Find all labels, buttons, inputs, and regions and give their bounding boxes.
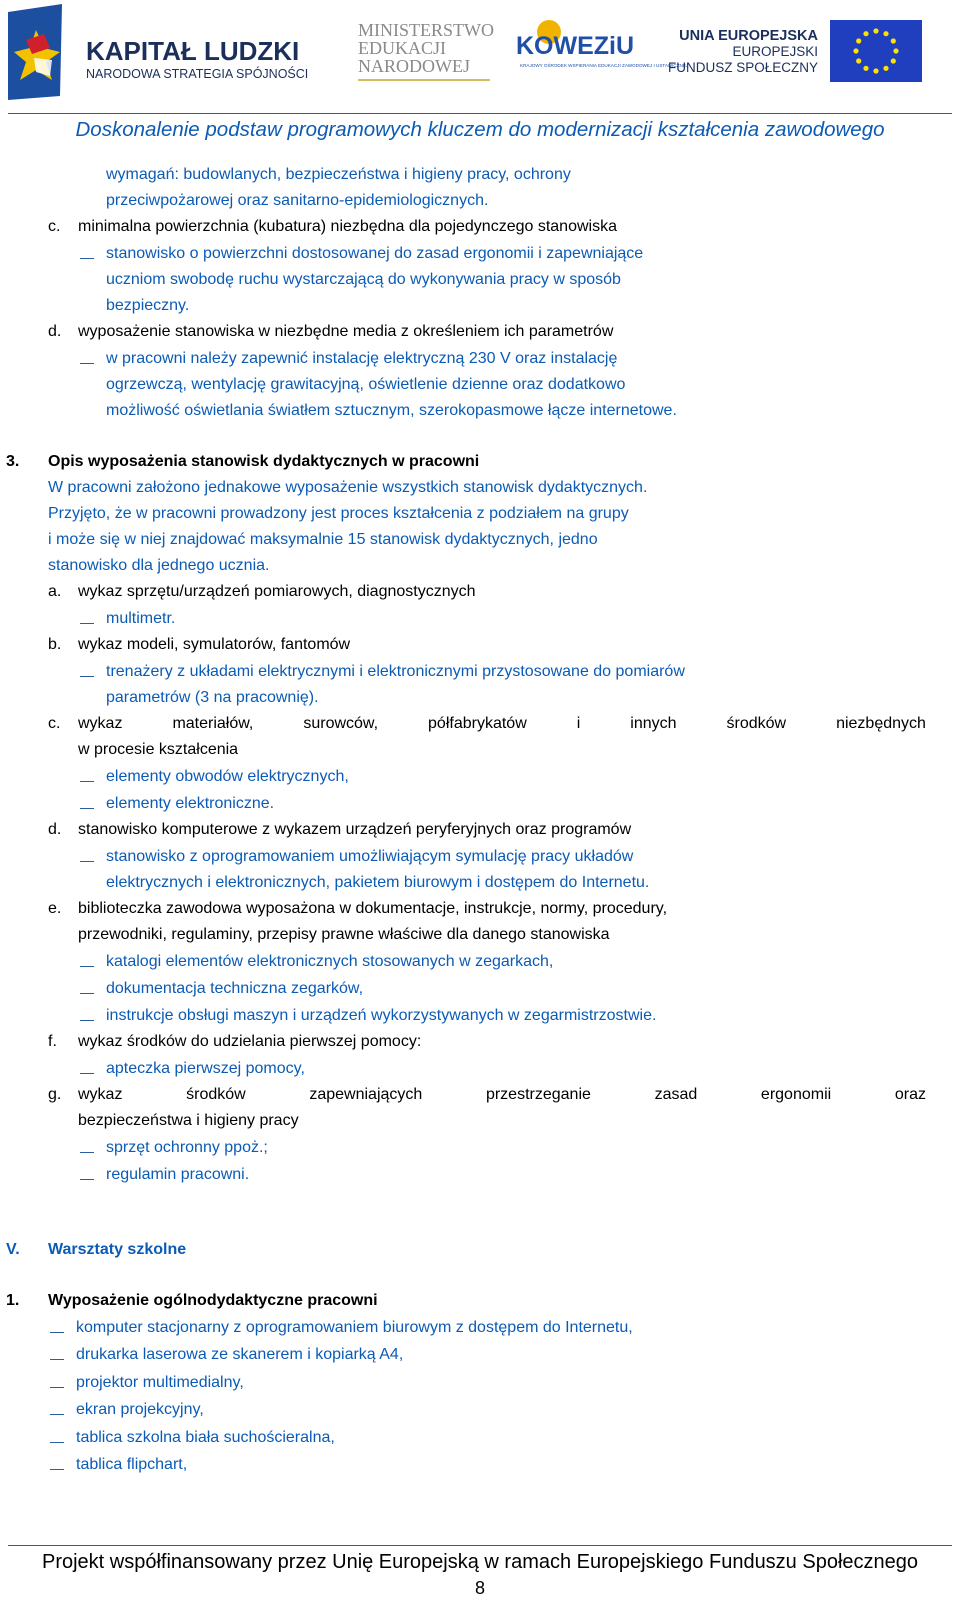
dash-bullet <box>50 1469 64 1470</box>
list-item: ekran projekcyjny, <box>76 1401 204 1418</box>
text-line: trenażery z układami elektrycznymi i elektronicznymi przystosowane do pomiarów <box>106 663 685 680</box>
ministry-line-3: NARODOWEJ <box>358 56 470 76</box>
header-divider <box>8 113 952 114</box>
word: surowców, <box>303 715 379 732</box>
eu-star-icon <box>873 28 878 33</box>
eu-line-3: FUNDUSZ SPOŁECZNY <box>667 60 818 75</box>
section-number: 3. <box>6 453 20 470</box>
word: zasad <box>654 1086 698 1103</box>
list-item: drukarka laserowa ze skanerem i kopiarką A4, <box>76 1346 404 1363</box>
footer-text: Projekt współfinansowany przez Unię Europejską w ramach Europejskiego Funduszu Społecznego <box>41 1551 919 1573</box>
list-item: tablica szkolna biała suchościeralna, <box>76 1429 335 1446</box>
text-line: parametrów (3 na pracownię). <box>106 689 319 706</box>
word: zapewniających <box>309 1086 423 1103</box>
word: przestrzeganie <box>485 1086 591 1103</box>
eu-line-2: EUROPEJSKI <box>732 44 818 59</box>
text-line: bezpieczeństwa i higieny pracy <box>78 1112 299 1129</box>
justified-line <box>78 715 926 733</box>
text-line: sprzęt ochronny ppoż.; <box>106 1139 268 1156</box>
dash-bullet <box>80 258 94 259</box>
list-item-heading: biblioteczka zawodowa wyposażona w dokumentacje, instrukcje, normy, procedury, <box>78 900 668 917</box>
word: wykaz <box>78 1086 123 1103</box>
text-line: dokumentacja techniczna zegarków, <box>106 980 364 997</box>
koweziu-subtitle: KRAJOWY OŚRODEK WSPIERANIA EDUKACJI ZAWODOWEJ I USTAWICZNEJ <box>520 63 689 68</box>
kapital-title: KAPITAŁ LUDZKI <box>86 36 300 66</box>
section-number: 1. <box>6 1292 20 1309</box>
word: półfabrykatów <box>428 715 527 732</box>
page-number: 8 <box>474 1578 485 1598</box>
text-line: katalogi elementów elektronicznych stosowanych w zegarkach, <box>106 953 554 970</box>
eu-star-icon <box>863 31 868 36</box>
justified-line <box>78 1086 926 1104</box>
logo-strip <box>0 0 960 112</box>
eu-flag-icon <box>830 20 922 82</box>
word: niezbędnych <box>836 715 926 732</box>
list-item: komputer stacjonarny z oprogramowaniem biurowym z dostępem do Internetu, <box>76 1319 633 1336</box>
dash-bullet <box>80 623 94 624</box>
text-line: elektrycznych i elektronicznych, pakietem biurowym i dostępem do Internetu. <box>106 874 650 891</box>
text-line: instrukcje obsługi maszyn i urządzeń wykorzystywanych w zegarmistrzostwie. <box>106 1007 657 1024</box>
text-line: elementy obwodów elektrycznych, <box>106 768 349 785</box>
list-marker: e. <box>48 900 62 917</box>
dash-bullet <box>50 1414 64 1415</box>
text-line: W pracowni założono jednakowe wyposażenie wszystkich stanowisk dydaktycznych. <box>48 479 648 496</box>
chapter-title: Warsztaty szkolne <box>48 1241 187 1258</box>
word: środków <box>726 715 787 732</box>
eu-star-icon <box>891 58 896 63</box>
eu-star-icon <box>863 66 868 71</box>
eu-line-1: UNIA EUROPEJSKA <box>679 28 818 44</box>
list-marker: b. <box>48 636 62 653</box>
list-item-heading: wykaz środków do udzielania pierwszej pomocy: <box>78 1033 422 1050</box>
word: materiałów, <box>172 715 254 732</box>
text-line: i może się w niej znajdować maksymalnie 15 stanowisk dydaktycznych, jedno <box>48 531 598 548</box>
eu-star-icon <box>873 68 878 73</box>
list-item: projektor multimedialny, <box>76 1374 244 1391</box>
dash-bullet <box>80 1020 94 1021</box>
dash-bullet <box>80 808 94 809</box>
word: środków <box>186 1086 246 1103</box>
text-line: stanowisko o powierzchni dostosowanej do zasad ergonomii i zapewniające <box>106 245 644 262</box>
list-marker: d. <box>48 323 62 340</box>
text-line: przewodniki, regulaminy, przepisy prawne właściwe dla danego stanowiska <box>78 926 610 943</box>
text-line: elementy elektroniczne. <box>106 795 275 812</box>
eu-star-icon <box>883 31 888 36</box>
header-logos <box>0 0 960 112</box>
list-marker: g. <box>48 1086 62 1103</box>
section-title: Opis wyposażenia stanowisk dydaktycznych w pracowni <box>48 453 480 470</box>
word: wykaz <box>78 715 123 732</box>
text-line: ogrzewczą, wentylację grawitacyjną, oświetlenie dzienne oraz dodatkowo <box>106 376 626 393</box>
section-title: Wyposażenie ogólnodydaktyczne pracowni <box>48 1292 378 1309</box>
text-line: przeciwpożarowej oraz sanitarno-epidemiologicznych. <box>106 192 489 209</box>
text-line: uczniom swobodę ruchu wystarczającą do wykonywania pracy w sposób <box>106 271 621 288</box>
word: ergonomii <box>760 1086 832 1103</box>
chapter-number: V. <box>6 1241 20 1258</box>
list-item-heading: minimalna powierzchnia (kubatura) niezbędna dla pojedynczego stanowiska <box>78 218 617 235</box>
dash-bullet <box>80 1152 94 1153</box>
word: i <box>576 715 581 732</box>
footer-divider <box>8 1545 952 1546</box>
text-line: Przyjęto, że w pracowni prowadzony jest proces kształcenia z podziałem na grupy <box>48 505 629 522</box>
eu-star-icon <box>891 38 896 43</box>
dash-bullet <box>80 1179 94 1180</box>
text-line: stanowisko dla jednego ucznia. <box>48 557 270 574</box>
dash-bullet <box>80 781 94 782</box>
ministry-line-2: EDUKACJI <box>358 38 446 58</box>
kapital-subtitle: NARODOWA STRATEGIA SPÓJNOŚCI <box>86 67 309 81</box>
dash-bullet <box>80 993 94 994</box>
text-line: możliwość oświetlania światłem sztucznym, szerokopasmowe łącze internetowe. <box>106 402 677 419</box>
text-line: stanowisko z oprogramowaniem umożliwiającym symulację pracy układów <box>106 848 634 865</box>
eu-star-icon <box>856 38 861 43</box>
word: innych <box>630 715 677 732</box>
koweziu-title: KOWEZiU <box>516 32 635 60</box>
text-line: wymagań: budowlanych, bezpieczeństwa i higieny pracy, ochrony <box>106 166 571 183</box>
dash-bullet <box>80 363 94 364</box>
dash-bullet <box>50 1359 64 1360</box>
list-marker: a. <box>48 583 62 600</box>
eu-star-icon <box>883 66 888 71</box>
kapital-ludzki-logo <box>8 4 62 100</box>
dash-bullet <box>80 861 94 862</box>
dash-bullet <box>50 1442 64 1443</box>
eu-star-icon <box>853 48 858 53</box>
text-line: regulamin pracowni. <box>106 1166 250 1183</box>
word: oraz <box>894 1086 926 1103</box>
eu-star-icon <box>893 48 898 53</box>
text-line: apteczka pierwszej pomocy, <box>106 1060 305 1077</box>
dash-bullet <box>80 966 94 967</box>
eu-star-icon <box>856 58 861 63</box>
dash-bullet <box>80 1073 94 1074</box>
ministry-line-1: MINISTERSTWO <box>358 20 494 40</box>
list-item-heading: stanowisko komputerowe z wykazem urządzeń peryferyjnych oraz programów <box>78 821 632 838</box>
list-marker: c. <box>48 715 61 732</box>
list-marker: d. <box>48 821 62 838</box>
document-subtitle: Doskonalenie podstaw programowych kluczem do modernizacji kształcenia zawodowego <box>75 118 885 141</box>
text-line: w procesie kształcenia <box>78 741 239 758</box>
list-marker: f. <box>48 1033 57 1050</box>
list-item-heading: wyposażenie stanowiska w niezbędne media z określeniem ich parametrów <box>78 323 614 340</box>
list-item: tablica flipchart, <box>76 1456 188 1473</box>
list-marker: c. <box>48 218 61 235</box>
dash-bullet <box>80 676 94 677</box>
text-line: bezpieczny. <box>106 297 190 314</box>
dash-bullet <box>50 1332 64 1333</box>
list-item-heading: wykaz sprzętu/urządzeń pomiarowych, diagnostycznych <box>78 583 476 600</box>
dash-bullet <box>50 1387 64 1388</box>
text-line: w pracowni należy zapewnić instalację elektryczną 230 V oraz instalację <box>106 350 618 367</box>
list-item-heading: wykaz modeli, symulatorów, fantomów <box>78 636 351 653</box>
text-line: multimetr. <box>106 610 176 627</box>
